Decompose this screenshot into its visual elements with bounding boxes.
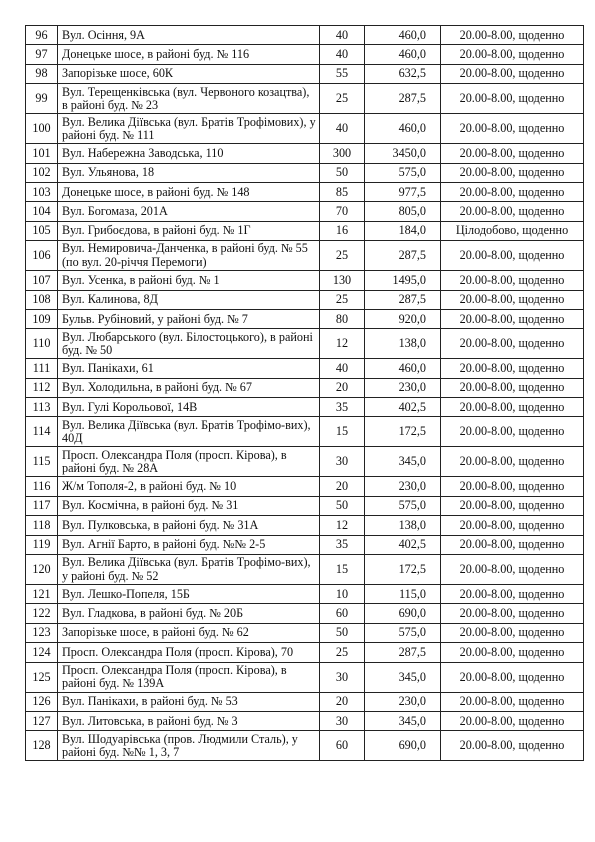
table-row	[26, 623, 584, 642]
quantity-cell: 130	[320, 271, 365, 290]
table-body	[26, 26, 584, 761]
table-row	[26, 585, 584, 604]
row-number: 120	[26, 555, 58, 585]
table-row	[26, 45, 584, 64]
quantity-cell: 40	[320, 45, 365, 64]
table-row	[26, 731, 584, 761]
amount-cell: 230,0	[365, 692, 441, 711]
table-row	[26, 290, 584, 309]
amount-cell: 138,0	[365, 516, 441, 535]
address-cell: Вул. Лешко-Попеля, 15Б	[58, 585, 320, 604]
address-cell: Вул. Набережна Заводська, 110	[58, 144, 320, 163]
amount-cell: 287,5	[365, 241, 441, 271]
quantity-cell: 300	[320, 144, 365, 163]
row-number: 126	[26, 692, 58, 711]
address-cell: Вул. Гладкова, в районі буд. № 20Б	[58, 604, 320, 623]
row-number: 99	[26, 84, 58, 114]
row-number: 125	[26, 662, 58, 692]
table-row	[26, 64, 584, 83]
quantity-cell: 50	[320, 163, 365, 182]
schedule-cell: 20.00-8.00, щоденно	[441, 84, 584, 114]
amount-cell: 138,0	[365, 329, 441, 359]
row-number: 98	[26, 64, 58, 83]
quantity-cell: 30	[320, 447, 365, 477]
row-number: 109	[26, 309, 58, 328]
schedule-cell: 20.00-8.00, щоденно	[441, 662, 584, 692]
row-number: 117	[26, 496, 58, 515]
address-cell: Запорізьке шосе, в районі буд. № 62	[58, 623, 320, 642]
address-cell: Вул. Холодильна, в районі буд. № 67	[58, 378, 320, 397]
schedule-cell: 20.00-8.00, щоденно	[441, 202, 584, 221]
row-number: 113	[26, 398, 58, 417]
address-cell: Донецьке шосе, в районі буд. № 116	[58, 45, 320, 64]
schedule-cell: 20.00-8.00, щоденно	[441, 378, 584, 397]
row-number: 111	[26, 359, 58, 378]
row-number: 116	[26, 477, 58, 496]
quantity-cell: 35	[320, 535, 365, 554]
schedule-cell: 20.00-8.00, щоденно	[441, 417, 584, 447]
address-cell: Бульв. Рубіновий, у районі буд. № 7	[58, 309, 320, 328]
address-cell: Вул. Осіння, 9А	[58, 26, 320, 45]
parking-table	[25, 25, 584, 761]
row-number: 127	[26, 711, 58, 730]
row-number: 118	[26, 516, 58, 535]
schedule-cell: 20.00-8.00, щоденно	[441, 45, 584, 64]
schedule-cell: 20.00-8.00, щоденно	[441, 555, 584, 585]
schedule-cell: 20.00-8.00, щоденно	[441, 692, 584, 711]
table-row	[26, 692, 584, 711]
address-cell: Вул. Терещенківська (вул. Червоного козацтва), в районі буд. № 23	[58, 84, 320, 114]
schedule-cell: 20.00-8.00, щоденно	[441, 711, 584, 730]
table-row	[26, 417, 584, 447]
address-cell: Запорізьке шосе, 60К	[58, 64, 320, 83]
table-row	[26, 241, 584, 271]
schedule-cell: 20.00-8.00, щоденно	[441, 26, 584, 45]
amount-cell: 460,0	[365, 359, 441, 378]
address-cell: Просп. Олександра Поля (просп. Кірова), в районі буд. № 139А	[58, 662, 320, 692]
table-row	[26, 604, 584, 623]
amount-cell: 575,0	[365, 623, 441, 642]
amount-cell: 805,0	[365, 202, 441, 221]
quantity-cell: 40	[320, 114, 365, 144]
quantity-cell: 25	[320, 643, 365, 662]
row-number: 106	[26, 241, 58, 271]
quantity-cell: 55	[320, 64, 365, 83]
row-number: 124	[26, 643, 58, 662]
table-row	[26, 84, 584, 114]
amount-cell: 402,5	[365, 398, 441, 417]
schedule-cell: 20.00-8.00, щоденно	[441, 643, 584, 662]
address-cell: Вул. Любарського (вул. Білостоцького), в районі буд. № 50	[58, 329, 320, 359]
table-row	[26, 309, 584, 328]
row-number: 110	[26, 329, 58, 359]
amount-cell: 977,5	[365, 182, 441, 201]
row-number: 123	[26, 623, 58, 642]
table-row	[26, 114, 584, 144]
row-number: 97	[26, 45, 58, 64]
amount-cell: 460,0	[365, 114, 441, 144]
amount-cell: 345,0	[365, 662, 441, 692]
schedule-cell: 20.00-8.00, щоденно	[441, 114, 584, 144]
amount-cell: 230,0	[365, 378, 441, 397]
quantity-cell: 50	[320, 496, 365, 515]
schedule-cell: 20.00-8.00, щоденно	[441, 359, 584, 378]
row-number: 101	[26, 144, 58, 163]
amount-cell: 184,0	[365, 221, 441, 240]
schedule-cell: 20.00-8.00, щоденно	[441, 477, 584, 496]
table-row	[26, 221, 584, 240]
table-row	[26, 26, 584, 45]
amount-cell: 115,0	[365, 585, 441, 604]
table-row	[26, 329, 584, 359]
quantity-cell: 60	[320, 731, 365, 761]
amount-cell: 402,5	[365, 535, 441, 554]
quantity-cell: 16	[320, 221, 365, 240]
amount-cell: 632,5	[365, 64, 441, 83]
amount-cell: 920,0	[365, 309, 441, 328]
row-number: 121	[26, 585, 58, 604]
row-number: 104	[26, 202, 58, 221]
table-row	[26, 516, 584, 535]
address-cell: Вул. Велика Діївська (вул. Братів Трофімо-вих), 40Д	[58, 417, 320, 447]
schedule-cell: Цілодобово, щоденно	[441, 221, 584, 240]
table-row	[26, 447, 584, 477]
address-cell: Вул. Панікахи, 61	[58, 359, 320, 378]
row-number: 100	[26, 114, 58, 144]
table-row	[26, 144, 584, 163]
schedule-cell: 20.00-8.00, щоденно	[441, 516, 584, 535]
row-number: 107	[26, 271, 58, 290]
quantity-cell: 35	[320, 398, 365, 417]
table-row	[26, 535, 584, 554]
quantity-cell: 40	[320, 26, 365, 45]
address-cell: Вул. Литовська, в районі буд. № 3	[58, 711, 320, 730]
amount-cell: 690,0	[365, 604, 441, 623]
amount-cell: 172,5	[365, 417, 441, 447]
quantity-cell: 20	[320, 477, 365, 496]
quantity-cell: 20	[320, 378, 365, 397]
address-cell: Вул. Богомаза, 201А	[58, 202, 320, 221]
schedule-cell: 20.00-8.00, щоденно	[441, 496, 584, 515]
schedule-cell: 20.00-8.00, щоденно	[441, 398, 584, 417]
schedule-cell: 20.00-8.00, щоденно	[441, 329, 584, 359]
quantity-cell: 20	[320, 692, 365, 711]
schedule-cell: 20.00-8.00, щоденно	[441, 731, 584, 761]
quantity-cell: 60	[320, 604, 365, 623]
amount-cell: 1495,0	[365, 271, 441, 290]
schedule-cell: 20.00-8.00, щоденно	[441, 604, 584, 623]
address-cell: Вул. Пулковська, в районі буд. № 31А	[58, 516, 320, 535]
schedule-cell: 20.00-8.00, щоденно	[441, 623, 584, 642]
schedule-cell: 20.00-8.00, щоденно	[441, 585, 584, 604]
table-row	[26, 555, 584, 585]
table-row	[26, 477, 584, 496]
address-cell: Вул. Ульянова, 18	[58, 163, 320, 182]
amount-cell: 345,0	[365, 447, 441, 477]
schedule-cell: 20.00-8.00, щоденно	[441, 182, 584, 201]
quantity-cell: 30	[320, 662, 365, 692]
row-number: 103	[26, 182, 58, 201]
row-number: 115	[26, 447, 58, 477]
schedule-cell: 20.00-8.00, щоденно	[441, 309, 584, 328]
amount-cell: 230,0	[365, 477, 441, 496]
table-row	[26, 711, 584, 730]
address-cell: Вул. Велика Діївська (вул. Братів Трофімових), у районі буд. № 111	[58, 114, 320, 144]
schedule-cell: 20.00-8.00, щоденно	[441, 163, 584, 182]
address-cell: Просп. Олександра Поля (просп. Кірова), 70	[58, 643, 320, 662]
table-row	[26, 202, 584, 221]
address-cell: Вул. Калинова, 8Д	[58, 290, 320, 309]
quantity-cell: 50	[320, 623, 365, 642]
address-cell: Вул. Грибоєдова, в районі буд. № 1Г	[58, 221, 320, 240]
amount-cell: 172,5	[365, 555, 441, 585]
quantity-cell: 40	[320, 359, 365, 378]
address-cell: Вул. Немировича-Данченка, в районі буд. № 55 (по вул. 20-річчя Перемоги)	[58, 241, 320, 271]
schedule-cell: 20.00-8.00, щоденно	[441, 241, 584, 271]
quantity-cell: 10	[320, 585, 365, 604]
schedule-cell: 20.00-8.00, щоденно	[441, 447, 584, 477]
table-row	[26, 398, 584, 417]
address-cell: Вул. Усенка, в районі буд. № 1	[58, 271, 320, 290]
schedule-cell: 20.00-8.00, щоденно	[441, 290, 584, 309]
address-cell: Ж/м Тополя-2, в районі буд. № 10	[58, 477, 320, 496]
row-number: 119	[26, 535, 58, 554]
amount-cell: 287,5	[365, 290, 441, 309]
row-number: 128	[26, 731, 58, 761]
row-number: 96	[26, 26, 58, 45]
table-row	[26, 378, 584, 397]
amount-cell: 690,0	[365, 731, 441, 761]
table-row	[26, 359, 584, 378]
amount-cell: 460,0	[365, 26, 441, 45]
table-row	[26, 271, 584, 290]
row-number: 122	[26, 604, 58, 623]
quantity-cell: 15	[320, 555, 365, 585]
address-cell: Вул. Шодуарівська (пров. Людмили Сталь), у районі буд. №№ 1, 3, 7	[58, 731, 320, 761]
quantity-cell: 25	[320, 290, 365, 309]
row-number: 112	[26, 378, 58, 397]
amount-cell: 460,0	[365, 45, 441, 64]
quantity-cell: 12	[320, 516, 365, 535]
table-row	[26, 163, 584, 182]
schedule-cell: 20.00-8.00, щоденно	[441, 535, 584, 554]
row-number: 105	[26, 221, 58, 240]
address-cell: Просп. Олександра Поля (просп. Кірова), в районі буд. № 28А	[58, 447, 320, 477]
table-row	[26, 182, 584, 201]
quantity-cell: 15	[320, 417, 365, 447]
amount-cell: 287,5	[365, 643, 441, 662]
amount-cell: 575,0	[365, 496, 441, 515]
row-number: 108	[26, 290, 58, 309]
amount-cell: 287,5	[365, 84, 441, 114]
schedule-cell: 20.00-8.00, щоденно	[441, 144, 584, 163]
address-cell: Вул. Панікахи, в районі буд. № 53	[58, 692, 320, 711]
quantity-cell: 70	[320, 202, 365, 221]
row-number: 114	[26, 417, 58, 447]
quantity-cell: 12	[320, 329, 365, 359]
schedule-cell: 20.00-8.00, щоденно	[441, 271, 584, 290]
address-cell: Вул. Космічна, в районі буд. № 31	[58, 496, 320, 515]
quantity-cell: 80	[320, 309, 365, 328]
address-cell: Вул. Агнії Барто, в районі буд. №№ 2-5	[58, 535, 320, 554]
quantity-cell: 85	[320, 182, 365, 201]
table-row	[26, 496, 584, 515]
quantity-cell: 25	[320, 241, 365, 271]
table-row	[26, 643, 584, 662]
amount-cell: 345,0	[365, 711, 441, 730]
schedule-cell: 20.00-8.00, щоденно	[441, 64, 584, 83]
address-cell: Вул. Гулі Корольової, 14В	[58, 398, 320, 417]
address-cell: Донецьке шосе, в районі буд. № 148	[58, 182, 320, 201]
amount-cell: 575,0	[365, 163, 441, 182]
amount-cell: 3450,0	[365, 144, 441, 163]
address-cell: Вул. Велика Діївська (вул. Братів Трофімо-вих), у районі буд. № 52	[58, 555, 320, 585]
quantity-cell: 30	[320, 711, 365, 730]
table-row	[26, 662, 584, 692]
quantity-cell: 25	[320, 84, 365, 114]
row-number: 102	[26, 163, 58, 182]
